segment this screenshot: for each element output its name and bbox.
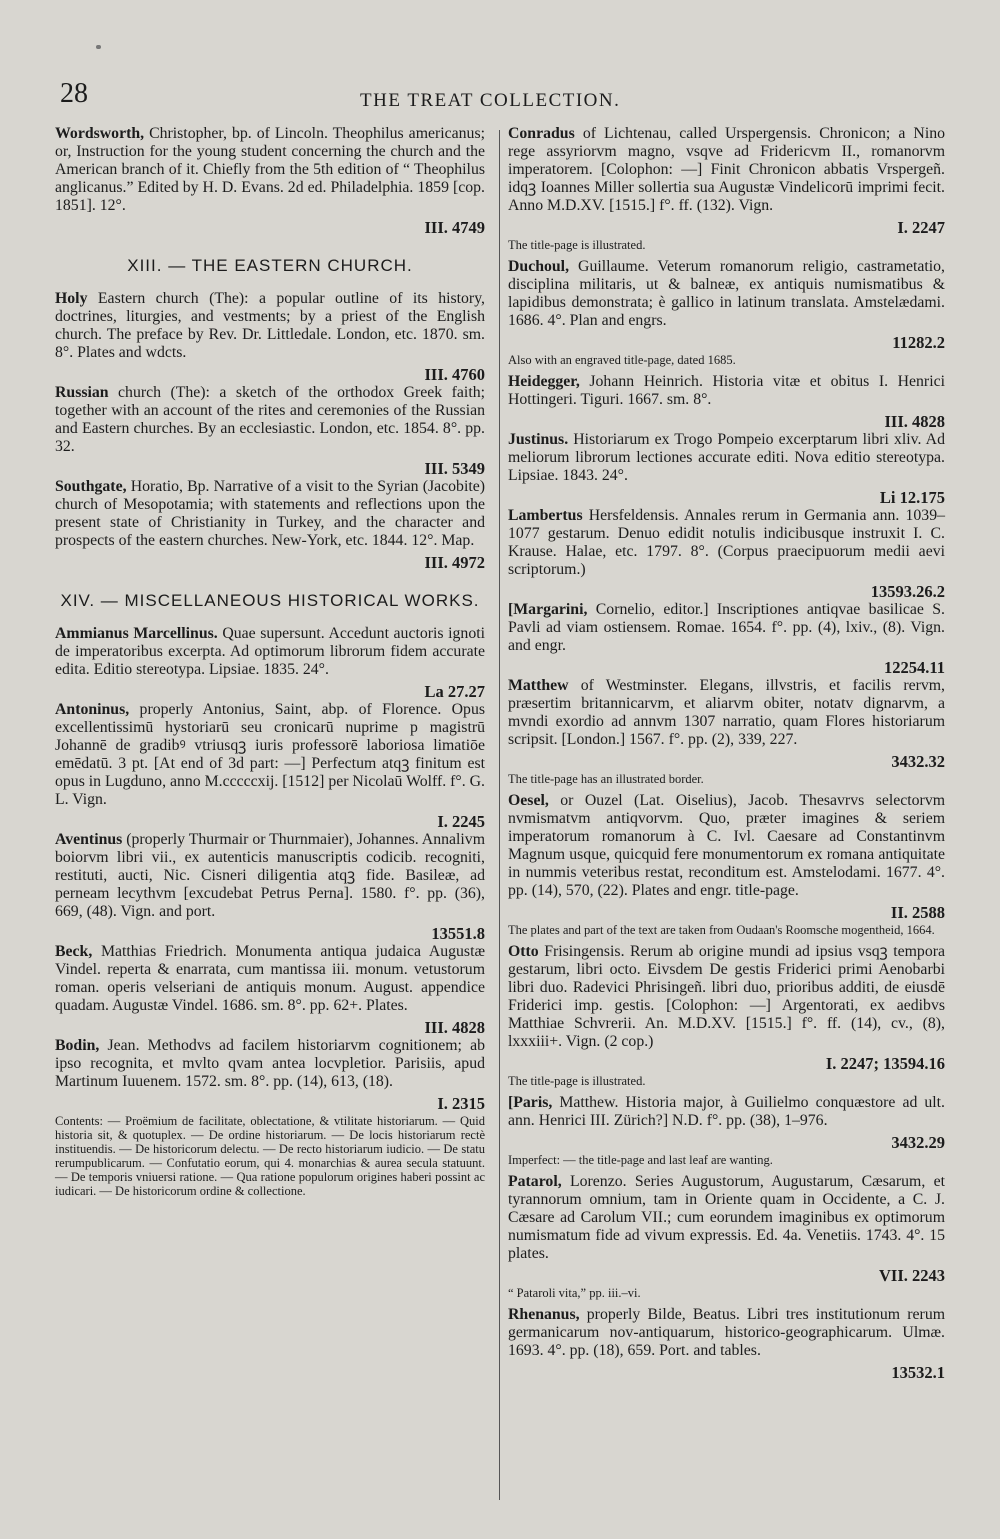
call-number: 13593.26.2: [870, 582, 945, 601]
entry-text: [508, 677, 945, 749]
entry-text: [508, 431, 945, 485]
catalog-entry: [508, 373, 945, 431]
entry-text: [508, 373, 945, 409]
entry-text: [55, 290, 485, 362]
catalog-entry: [55, 125, 485, 237]
entry-heading: Southgate,: [55, 478, 127, 495]
call-number: 3432.32: [891, 752, 945, 771]
call-number: III. 4749: [424, 218, 485, 237]
entry-description: of Lichtenau, called Urspergensis. Chronicon; a Nino rege assyriorvm magno, vsqve ad Fridericvm II., romanorvm imperatorem. [Colophon: —] Finit Chronicon abbatis Vrspergeñ. idqꝫ Ioannes Miller sollertia sua Augustæ Vindelicorū imprimi fecit. Anno M.D.XV. [1515.] f°. ff. (132). Vign.: [508, 125, 946, 214]
entry-description: Guillaume. Veterum romanorum religio, castrametatio, disciplina militaris, ut & balneæ, ex antiquis numismatibus & lapidibus demonstrata; è gallico in latinum translata. Amstelædami. 1686. 4°. Plan and engrs.: [508, 258, 945, 329]
call-number: III. 4828: [424, 1018, 485, 1037]
entry-description: Matthew. Historia major, à Guilielmo conquæstore ad ult. ann. Henrici III. Zürich?] N.D. f°. pp. (38), 1–976.: [508, 1094, 945, 1129]
page-header: [60, 78, 960, 118]
catalog-entry: [508, 431, 945, 507]
call-number: I. 2247; 13594.16: [825, 1054, 945, 1073]
entry-description: (properly Thurmair or Thurnmaier), Johannes. Annalivm boiorvm libri vii., ex autenticis manuscriptis codicib. recogniti, restituti, aucti, Nic. Cisneri diligentia atqꝫ fide. Basileæ, ad perneam lecythvm [excudebat Petrus Perna]. 1580. f°. pp. (36), 669, (48). Vign. and port.: [55, 831, 485, 920]
catalog-entry: [55, 1037, 485, 1113]
catalog-note: The title-page has an illustrated border.: [508, 772, 704, 786]
catalog-note: The plates and part of the text are taken from Oudaan's Roomsche mogentheid, 1664.: [508, 923, 935, 937]
entry-description: Lorenzo. Series Augustorum, Augustarum, Cæsarum, et tyrannorum omnium, tam in Oriente quam in Occidente, a C. J. Cæsare ad Carolum VII.; cum eorundem imaginibus ex optimorum numismatum fide ad vivum expressis. Ed. 4a. Venetiis. 1743. 4°. 15 plates.: [508, 1173, 945, 1262]
entry-heading: Conradus: [508, 125, 575, 142]
entry-text: [508, 507, 945, 579]
catalog-note: The title-page is illustrated.: [508, 1074, 646, 1088]
catalog-entry: [508, 258, 945, 352]
call-number: 3432.29: [891, 1133, 945, 1152]
entry-description: Historiarum ex Trogo Pompeio excerptarum libri xliv. Ad meliorum librorum lectiones accurate editi. Nova editio stereotypa. Lipsiae. 1843. 24°.: [508, 431, 945, 484]
catalog-entry: [55, 943, 485, 1037]
section-heading: XIII. — THE EASTERN CHURCH.: [127, 256, 413, 275]
call-number: 12254.11: [884, 658, 945, 677]
entry-description: Horatio, Bp. Narrative of a visit to the Syrian (Jacobite) church of Mesopotamia; with statements and reflections upon the present state of Christianity in Turkey, and the character and prospects of the eastern churches. New-York, etc. 1844. 12°. Map.: [55, 478, 486, 549]
entry-description: Matthias Friedrich. Monumenta antiqua judaica Augustæ Vindel. reperta & enarrata, cum mantissa iii. monum. vetustorum roman. operis velseriani de antiquis monum. August. appendice quadam. Augustæ Vindel. 1686. sm. 8°. pp. 62+. Plates.: [55, 943, 485, 1014]
entry-text: [508, 1173, 945, 1263]
entry-heading: Matthew: [508, 677, 569, 694]
entry-heading: Patarol,: [508, 1173, 562, 1190]
entry-heading: Aventinus: [55, 831, 123, 848]
entry-heading: Duchoul,: [508, 258, 570, 275]
catalog-entry: [55, 831, 485, 943]
entry-text: [508, 1306, 945, 1360]
entry-description: Frisingensis. Rerum ab origine mundi ad ipsius vsqꝫ tempora gestarum, libri octo. Eivsdem De gestis Friderici primi Aenobarbi libri duo. Radevici Phrisingeñ. libri duo, prioribus additi, de eiusdē Friderici imp. gestis. [Colophon: —] Argentorati, ex aedibvs Matthiae Schvrerii. An. M.D.XV. [1515.] f°. ff. (14), cv., (8), lxxxiii+. Vign. (2 cop.): [508, 943, 946, 1050]
catalog-entry: [55, 701, 485, 831]
catalog-note: “ Pataroli vita,” pp. iii.–vi.: [508, 1286, 641, 1300]
catalog-note: Contents: — Proëmium de facilitate, oblectatione, & vtilitate historiarum. — Quid historia sit, & quotuplex. — De ordine historiarum. — De locis historiarum rectè instituendis. — De historicorum delectu. — De recto historiarum iudicio. — De statu rerumpublicarum. — Confutatio eorum, qui 4. monarchias & aurea secula statuunt. — De temporis vniuersi ratione. — Qua ratione populorum origines haberi possint ac iudicari. — De historicorum ordine & collectione.: [55, 1114, 485, 1198]
call-number: I. 2315: [437, 1094, 485, 1113]
call-number: III. 4828: [884, 412, 945, 431]
catalog-entry: [508, 601, 945, 677]
entry-description: or Ouzel (Lat. Oiselius), Jacob. Thesavrvs selectorvm nvmismatvm antiqvorvm. Quo, præter imagines & seriem imperatorum romanorum à C. Ivl. Caesare ad Constantinvm Magnum usque, quicquid fere monumentorum ex romana antiquitate in nummis veteribus restat, reconditum est. Amstelodami. 1677. 4°. pp. (14), 570, (22). Plates and engr. title-page.: [508, 792, 945, 899]
catalog-entry: [508, 1306, 945, 1382]
call-number: I. 2245: [437, 812, 485, 831]
entry-heading: Oesel,: [508, 792, 549, 809]
right-column: [508, 125, 945, 1382]
call-number: II. 2588: [890, 903, 945, 922]
entry-heading: Otto: [508, 943, 539, 960]
call-number: I. 2247: [897, 218, 945, 237]
call-number: III. 4972: [424, 553, 485, 572]
entry-heading: Wordsworth,: [55, 125, 145, 142]
entry-text: [55, 1037, 485, 1091]
entry-description: Jean. Methodvs ad facilem historiarvm cognitionem; ab ipso recognita, et mvlto qvam antea locvpletior. Parisiis, apud Martinum Iuuenem. 1572. sm. 8°. pp. (14), 613, (18).: [55, 1037, 485, 1090]
catalog-entry: [508, 792, 945, 922]
catalog-note: The title-page is illustrated.: [508, 238, 646, 252]
catalog-entry: [508, 1173, 945, 1285]
catalog-entry: [55, 290, 485, 384]
catalog-entry: [55, 384, 485, 478]
section-heading: XIV. — MISCELLANEOUS HISTORICAL WORKS.: [60, 591, 480, 610]
catalog-entry: [55, 625, 485, 701]
column-divider: [499, 130, 500, 1500]
catalog-note: Imperfect: — the title-page and last leaf are wanting.: [508, 1153, 773, 1167]
call-number: La 27.27: [424, 682, 485, 701]
catalog-entry: [55, 478, 485, 572]
entry-heading: Russian: [55, 384, 109, 401]
entry-heading: [Margarini,: [508, 601, 588, 618]
entry-description: Hersfeldensis. Annales rerum in Germania ann. 1039–1077 gestarum. Denuo edidit notulis indicibusque instruxit I. C. Krause. Halae, etc. 1797. 8°. (Corpus praecipuorum medii aevi scriptorum.): [508, 507, 945, 578]
entry-description: of Westminster. Elegans, illvstris, et facilis rervm, præsertim britannicarvm, et aliarvm obiter, notatv dignarvm, a mvndi exordio ad annvm 1307 narratio, quam Flores historiarum scripsit. [London.] 1567. f°. pp. (2), 339, 227.: [508, 677, 945, 748]
page-number: 28: [60, 78, 88, 109]
entry-text: [508, 1094, 945, 1130]
entry-text: [508, 792, 945, 900]
catalog-entry: [508, 1094, 945, 1152]
entry-description: Christopher, bp. of Lincoln. Theophilus americanus; or, Instruction for the young student concerning the church and the American branch of it. Chiefly from the 5th edition of “ Theophilus anglicanus.” Edited by H. D. Evans. 2d ed. Philadelphia. 1859 [cop. 1851]. 12°.: [55, 125, 485, 214]
catalog-entry: [508, 125, 945, 237]
catalog-note: Also with an engraved title-page, dated 1685.: [508, 353, 736, 367]
entry-text: [508, 943, 945, 1051]
entry-text: [55, 701, 485, 809]
entry-description: church (The): a sketch of the orthodox Greek faith; together with an account of the rites and ceremonies of the Russian and Eastern churches. By an ecclesiastic. London, etc. 1854. 8°. pp. 32.: [55, 384, 485, 455]
call-number: Li 12.175: [879, 488, 945, 507]
entry-heading: Antoninus,: [55, 701, 130, 718]
call-number: 13532.1: [891, 1363, 945, 1382]
entry-text: [508, 125, 945, 215]
call-number: 11282.2: [892, 333, 945, 352]
entry-text: [508, 601, 945, 655]
entry-text: [55, 384, 485, 456]
entry-description: Eastern church (The): a popular outline of its history, doctrines, liturgies, and vestments; by a priest of the English church. The preface by Rev. Dr. Littledale. London, etc. 1870. sm. 8°. Plates and wdcts.: [55, 290, 486, 361]
entry-heading: Justinus.: [508, 431, 569, 448]
entry-description: Cornelio, editor.] Inscriptiones antiqvae basilicae S. Pavli ad viam ostiensem. Romae. 1654. f°. pp. (4), lxiv., (8). Vign. and engr.: [508, 601, 946, 654]
ink-spot: [96, 45, 101, 49]
call-number: III. 5349: [424, 459, 485, 478]
running-title: THE TREAT COLLECTION.: [360, 90, 621, 111]
entry-text: [55, 625, 485, 679]
entry-heading: Holy: [55, 290, 88, 307]
entry-heading: [Paris,: [508, 1094, 553, 1111]
entry-description: properly Antonius, Saint, abp. of Florence. Opus excellentissimū hystoriarū seu cronicarū nuprime p magistrū Johannē de gradibꝰ vtriusqꝫ iuris professorē laboriosa limatiōe emēdatū. 3 pt. [At end of 3d part: —] Perfectum atqꝫ finitum est opus in Lugduno, anno M.cccccxij. [1512] per Nicolaū Wolff. f°. G. L. Vign.: [55, 701, 486, 808]
entry-heading: Beck,: [55, 943, 93, 960]
entry-description: Johann Heinrich. Historia vitæ et obitus I. Henrici Hottingeri. Tiguri. 1667. sm. 8°.: [508, 373, 945, 408]
entry-heading: Heidegger,: [508, 373, 580, 390]
call-number: III. 4760: [424, 365, 485, 384]
entry-description: Quae supersunt. Accedunt auctoris ignoti de imperatoribus excerpta. Ad optimorum librorum fidem accurate edita. Editio stereotypa. Lipsiae. 1835. 24°.: [55, 625, 486, 678]
catalog-entry: [508, 943, 945, 1073]
entry-heading: Lambertus: [508, 507, 583, 524]
entry-heading: Ammianus Marcellinus.: [55, 625, 218, 642]
entry-text: [508, 258, 945, 330]
entry-text: [55, 831, 485, 921]
left-column: [55, 125, 485, 1204]
entry-text: [55, 478, 485, 550]
catalog-entry: [508, 507, 945, 601]
call-number: VII. 2243: [878, 1266, 945, 1285]
entry-description: properly Bilde, Beatus. Libri tres institutionum rerum germanicarum nov-antiquarum, historico-geographicarum. Ulmæ. 1693. 4°. pp. (18), 659. Port. and tables.: [508, 1306, 946, 1359]
entry-heading: Rhenanus,: [508, 1306, 580, 1323]
entry-text: [55, 943, 485, 1015]
call-number: 13551.8: [431, 924, 485, 943]
catalog-entry: [508, 677, 945, 771]
entry-heading: Bodin,: [55, 1037, 100, 1054]
entry-text: [55, 125, 485, 215]
